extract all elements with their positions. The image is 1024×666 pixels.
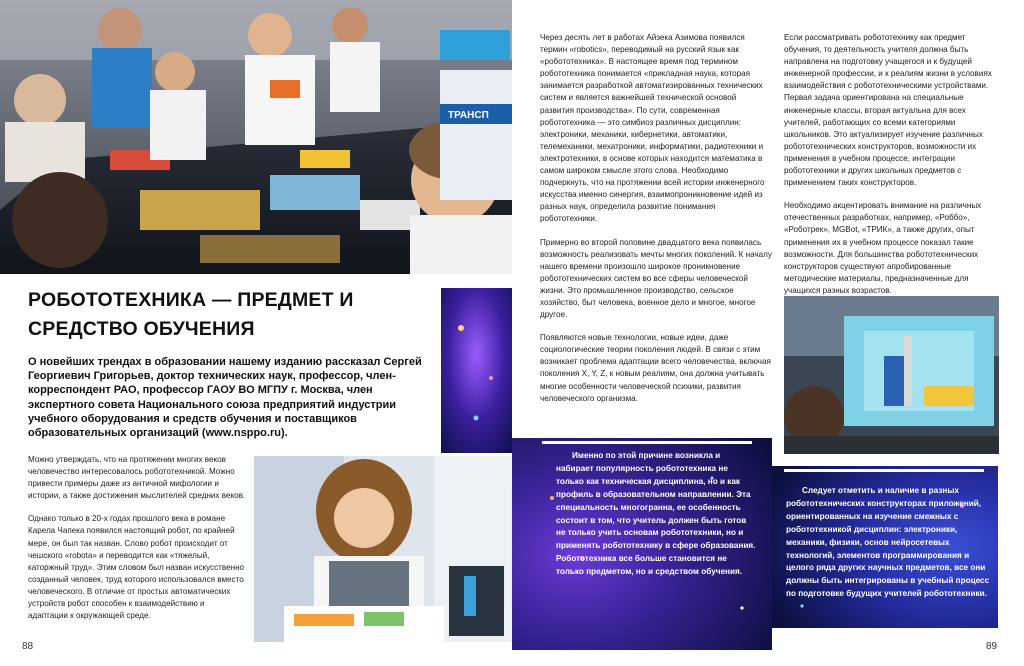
pull-quote-middle: Именно по этой причине возникла и набирает популярность робототехника не только как техническая дисциплина, но и как профиль в образовательном направлении. Эта специальность многогранна, ее особенность состоит в том, что учитель должен быть готов не только учить основам робототехники, но и применять робототехнику в сфере образования. Робототехника все больше становится не только предметом, но и средством обучения. xyxy=(556,451,756,577)
page-number-right: 89 xyxy=(986,641,998,652)
middle-body-text xyxy=(540,32,772,416)
page-number-left: 88 xyxy=(22,641,34,652)
photo-girl-with-robot-kit xyxy=(254,456,512,642)
paragraph: Примерно во второй половине двадцатого века появилась возможность реализовать мечты многих поколений. К началу нашего времени произошло широкое проникновение робототехнических систем во все сферы человеческой жизни. Это промышленное производство, сельское хозяйство, быт человека, военное дело и многое, многое другое. xyxy=(540,237,772,320)
paragraph: Появляются новые технологии, новые идеи, даже социологические теории поколения людей. В связи с этим возникает проблема адаптации всего человечества, включая поколения X, Y, Z, к новым реалиям, она должна учитывать многие особенности человеческой психики, развития человеческого организма. xyxy=(540,333,771,403)
pull-quote-right: Следует отметить и наличие в разных робототехнических конструкторах приложений, ориентированных на изучение смежных с робототехникой дисциплин: электроники, механики, физики, основ нейросетевых технологий, элементов программирования и целого ряда других научных предметов, все они должны быть интегрированы в учебный процесс по подготовке будущих учителей робототехники. xyxy=(786,486,990,599)
article-lead: О новейших трендах в образовании нашему изданию рассказал Сергей Георгиевич Григорьев, доктор технических наук, профессор, член-корреспондент РАО, профессор ГАОУ ВО МГПУ г. Москва, член экспертного совета Национального союза предприятий индустрии учебного оборудования и средств обучения и поставщиков образовательных организаций (www.nsppo.ru). xyxy=(28,356,422,440)
paragraph: Однако только в 20-х годах прошлого века в романе Карела Чапека появился настоящий робот, по крайней мере, он был так назван. Слово робот происходит от чешского «robota» и переводится как «тяжелый, каторжный труд». Этим словом был назван искусственно созданный человек, труд которого использовался вместо человеческого. В отличие от простых автоматических устройств робот способен к взаимодействию и адаптации к окружающей среде. xyxy=(28,514,245,621)
left-body-text xyxy=(28,454,246,633)
article-title: РОБОТОТЕХНИКА — ПРЕДМЕТ И СРЕДСТВО ОБУЧЕНИЯ xyxy=(28,289,354,340)
photo-children-robotics-workshop xyxy=(0,0,512,274)
quote-divider-top xyxy=(542,441,752,444)
paragraph: Необходимо акцентировать внимание на различных отечественных разработках, например, «Роббо», «Роботрек», MGBot, «ТРИК», а также других, опыт применения их в учебном процессе показал такие возможности. Для большинства робототехнических конструкторов существуют апробированные методические материалы, предназначенные для учащихся разных возрастов. xyxy=(784,201,982,295)
decorative-tech-image-left xyxy=(441,288,512,453)
paragraph: Если рассматривать робототехнику как предмет обучения, то деятельность учителя должна быть направлена на подготовку учащегося и к будущей инженерной профессии, и к реалиям жизни в условиях взаимодействия с робототехническими устройствами. Первая задача ориентирована на специальные инженерные классы, вторая актуальна для всех учителей, работающих со всеми категориями школьников. Это актуализирует изучение различных робототехнических конструкторов, возможности их применения в учебном процессе, интеграции робототехники и других школьных предметов с применением таких конструкторов. xyxy=(784,33,992,188)
photo-robot-construction-kit xyxy=(784,296,999,454)
quote-divider-right xyxy=(784,469,984,472)
banner-sign: ТРАНСП xyxy=(448,110,489,121)
right-body-text xyxy=(784,32,999,308)
paragraph: Через десять лет в работах Айзека Азимова появился термин «robotics», переводимый на русский язык как «робототехника». В настоящее время под термином робототехника понимается «прикладная наука, которая занимается разработкой автоматизированных технических систем и является важнейшей технической основой развития производства». По сути, современная робототехника — это симбиоз различных дисциплин: электроники, механики, кибернетики, автоматики, телемеханики, мехатроники, информатики, радиотехники и электротехники, в основе которых находится математика в самом широком смысле этого слова. Необходимо подчеркнуть, что на протяжении всей истории инженерного искусства именно синергия, взаимопроникновение идей из разных наук, определила развитие понимания робототехники. xyxy=(540,33,765,224)
paragraph: Можно утверждать, что на протяжении многих веков человечество интересовалось робототехникой. Можно привести примеры даже из античной мифологии и истории, а также достижения мыслителей средних веков. xyxy=(28,455,246,501)
